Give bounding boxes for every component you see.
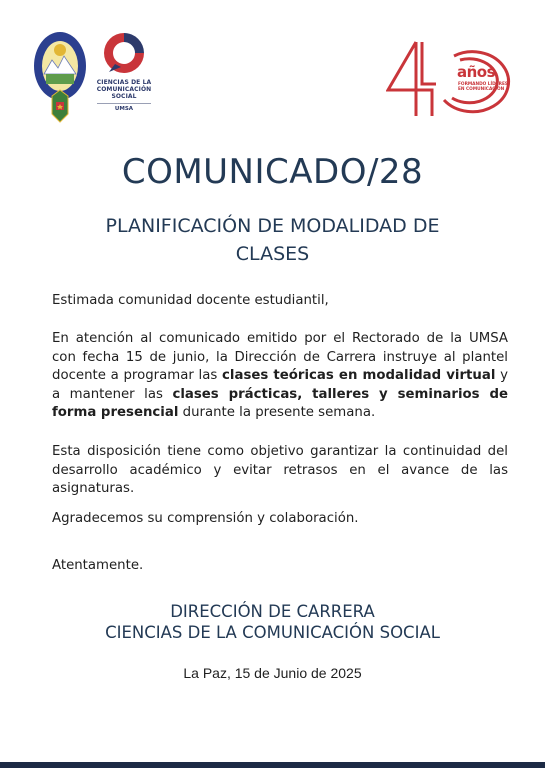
faculty-logo-line1: CIENCIAS DE LA [96,79,152,86]
paragraph-1-bold2: clases prácticas, talleres y seminarios de forma presencial [52,386,508,420]
anniversary-tagline-line2: EN COMUNICACIÓN [458,87,505,92]
anniversary-tagline [458,82,510,92]
signature-line1: DIRECCIÓN DE CARRERA [170,602,375,621]
anniversary-tagline-line1: FORMANDO LÍDERES [458,82,508,87]
anniversary-logo [386,36,516,120]
closing: Atentamente. [52,558,144,573]
faculty-logo-line2: COMUNICACIÓN [96,86,152,93]
paragraph-1 [52,330,508,423]
signature-line2: CIENCIAS DE LA COMUNICACIÓN SOCIAL [105,623,440,642]
document-subtitle [60,212,485,268]
footer-bar [0,762,545,768]
faculty-logo [93,30,155,125]
paragraph-1-part1: En atención al comunicado emitido por el Rectorado de la UMSA con fecha 15 de junio, la Dirección de Carrera instruye al plantel docente a programar las [52,331,508,383]
document-title: COMUNICADO/28 [121,152,424,192]
umsa-seal-logo [32,30,88,128]
subtitle-line2: CLASES [235,243,310,265]
document-date: La Paz, 15 de Junio de 2025 [183,665,362,681]
signature-block [0,601,545,643]
paragraph-1-bold1: clases teóricas en modalidad virtual [222,368,496,383]
subtitle-line1: PLANIFICACIÓN DE MODALIDAD DE [105,215,440,237]
paragraph-1-part2: y a mantener las [52,368,508,402]
forty-years-icon [386,36,516,120]
paragraph-2: Esta disposición tiene como objetivo garantizar la continuidad del desarrollo académico y evitar retrasos en el avance de las asignaturas. [52,444,508,496]
greeting: Estimada comunidad docente estudiantil, [52,293,329,308]
faculty-logo-divider [97,103,151,104]
paragraph-1-part3: durante la presente semana. [178,405,376,420]
faculty-c-icon [101,30,147,76]
faculty-logo-university: UMSA [114,106,134,112]
faculty-logo-line3: SOCIAL [111,93,137,100]
anniversary-years-label: años [457,63,496,81]
paragraph-3: Agradecemos su comprensión y colaboración. [52,511,359,526]
